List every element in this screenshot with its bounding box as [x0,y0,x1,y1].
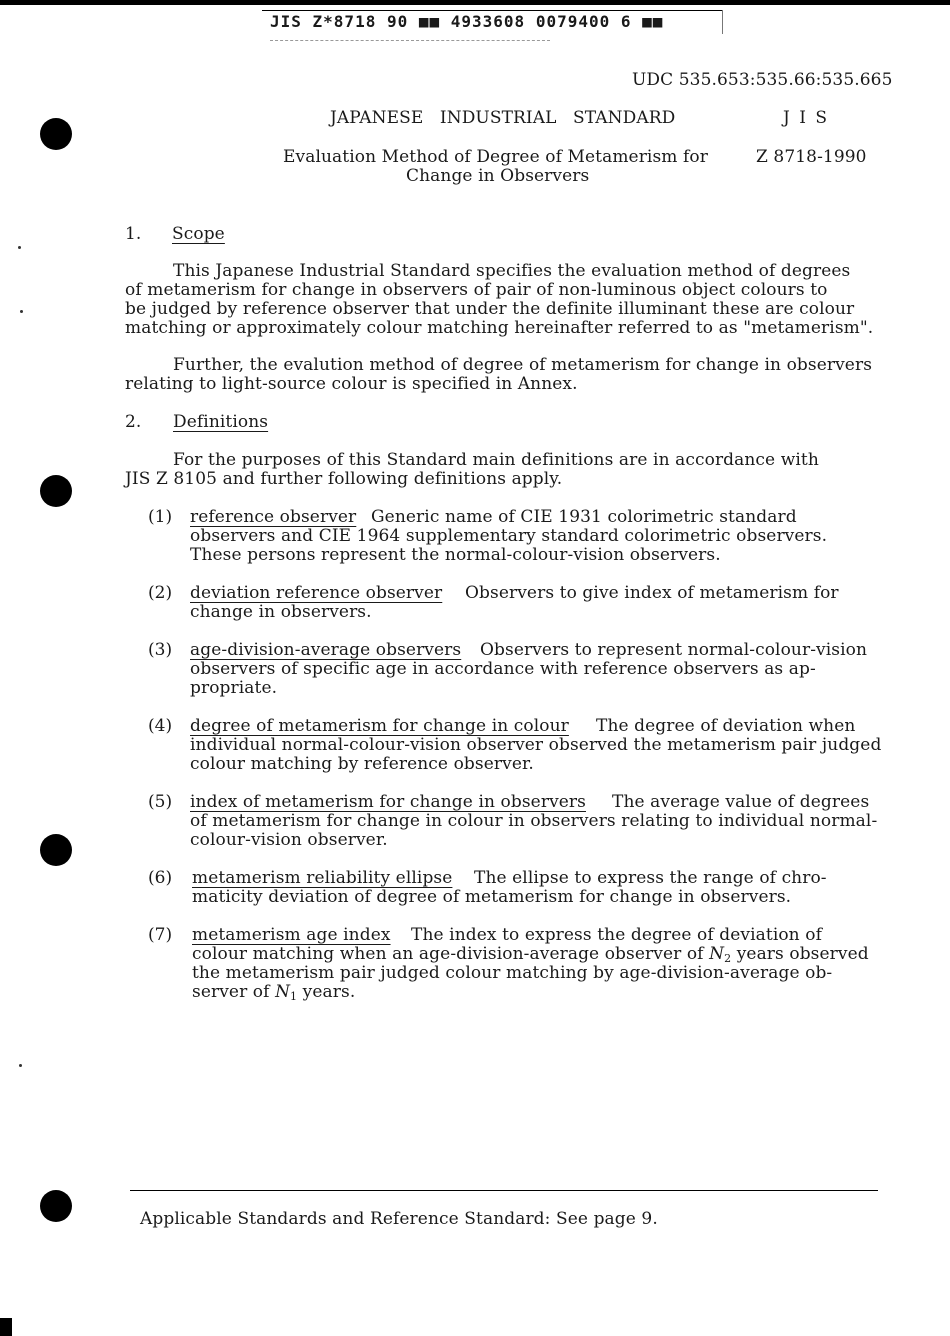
footnote-text: Applicable Standards and Reference Standard: See page 9. [140,1209,658,1229]
definition-text: Observers to give index of metamerism for [465,583,839,603]
definition-number: (3) [148,640,173,660]
scan-speck [19,1064,22,1067]
definition-text: The average value of degrees [612,792,870,812]
punch-hole [40,118,72,150]
definition-text: individual normal-colour-vision observer observed the metamerism pair judged [190,735,882,755]
definition-term: age-division-average observers [190,640,462,660]
section-heading-definitions: Definitions [173,412,269,432]
definition-text: the metamerism pair judged colour matching by age-division-average ob- [192,963,833,983]
footnote-rule [130,1190,878,1191]
definitions-intro-line: For the purposes of this Standard main definitions are in accordance with [173,450,819,470]
definition-text: colour-vision observer. [190,830,388,850]
scope-para1-line: matching or approximately colour matching hereinafter referred to as "metamerism". [125,318,874,338]
definition-text-part: years. [302,982,356,1002]
definition-text: Observers to represent normal-colour-vision [480,640,868,660]
definition-text: observers of specific age in accordance with reference observers as ap- [190,659,816,679]
scope-para2-line: Further, the evalution method of degree of metamerism for change in observers [173,355,873,375]
definition-term: deviation reference observer [190,583,443,603]
section-heading-scope: Scope [172,224,225,244]
scope-para2-line: relating to light-source colour is specified in Annex. [125,374,578,394]
definition-text: maticity deviation of degree of metamerism for change in observers. [192,887,792,907]
scan-header-tick [722,10,723,34]
scan-header-code: JIS Z*8718 90 ■■ 4933608 0079400 6 ■■ [270,12,664,31]
definition-term: metamerism age index [192,925,391,945]
definition-number: (2) [148,583,173,603]
variable-n: N [275,982,291,1002]
org-name: JAPANESE INDUSTRIAL STANDARD [330,108,676,128]
definition-term: index of metamerism for change in observers [190,792,586,812]
definition-number: (5) [148,792,173,812]
scan-speck [20,310,23,313]
scan-header-rule [262,10,722,11]
scan-header-dashes [270,40,550,41]
definition-term: degree of metamerism for change in colour [190,716,569,736]
definition-text: colour matching by reference observer. [190,754,534,774]
punch-hole [40,834,72,866]
definitions-intro-line: JIS Z 8105 and further following definitions apply. [125,469,563,489]
scan-corner-mark [0,1318,12,1336]
definition-text: The index to express the degree of deviation of [411,925,822,945]
doc-number: Z 8718-1990 [756,147,867,167]
scan-top-border [0,0,950,5]
punch-hole [40,1190,72,1222]
variable-n: N [709,944,725,964]
scope-para1-line: be judged by reference observer that under the definite illuminant these are colour [125,299,855,319]
definition-term: reference observer [190,507,357,527]
definition-number: (7) [148,925,173,945]
section-number: 1. [125,224,142,244]
scope-para1-line: This Japanese Industrial Standard specifies the evaluation method of degrees [173,261,851,281]
scope-para1-line: of metamerism for change in observers of pair of non-luminous object colours to [125,280,828,300]
definition-text: observers and CIE 1964 supplementary standard colorimetric observers. [190,526,828,546]
definition-text: The degree of deviation when [596,716,856,736]
doc-title-line2: Change in Observers [406,166,590,186]
definition-number: (6) [148,868,173,888]
doc-title-line1: Evaluation Method of Degree of Metamerism for [283,147,708,167]
definition-text: change in observers. [190,602,372,622]
definition-number: (4) [148,716,173,736]
section-number: 2. [125,412,142,432]
definition-number: (1) [148,507,173,527]
definition-text-part: colour matching when an age-division-average observer of [192,944,704,964]
punch-hole [40,475,72,507]
definition-term: metamerism reliability ellipse [192,868,453,888]
definition-text [192,983,355,1006]
definition-text: These persons represent the normal-colour-vision observers. [190,545,721,565]
variable-subscript: 1 [290,990,298,1003]
scan-speck [18,246,21,249]
definition-text: propriate. [190,678,278,698]
udc-code: UDC 535.653:535.66:535.665 [632,70,893,90]
definition-text: of metamerism for change in colour in observers relating to individual normal- [190,811,878,831]
definition-text-part: years observed [736,944,869,964]
jis-label: J I S [783,108,829,128]
definition-text: Generic name of CIE 1931 colorimetric standard [371,507,797,527]
variable-subscript: 2 [724,952,732,965]
definition-text: The ellipse to express the range of chro- [474,868,827,888]
definition-text-part: server of [192,982,270,1002]
